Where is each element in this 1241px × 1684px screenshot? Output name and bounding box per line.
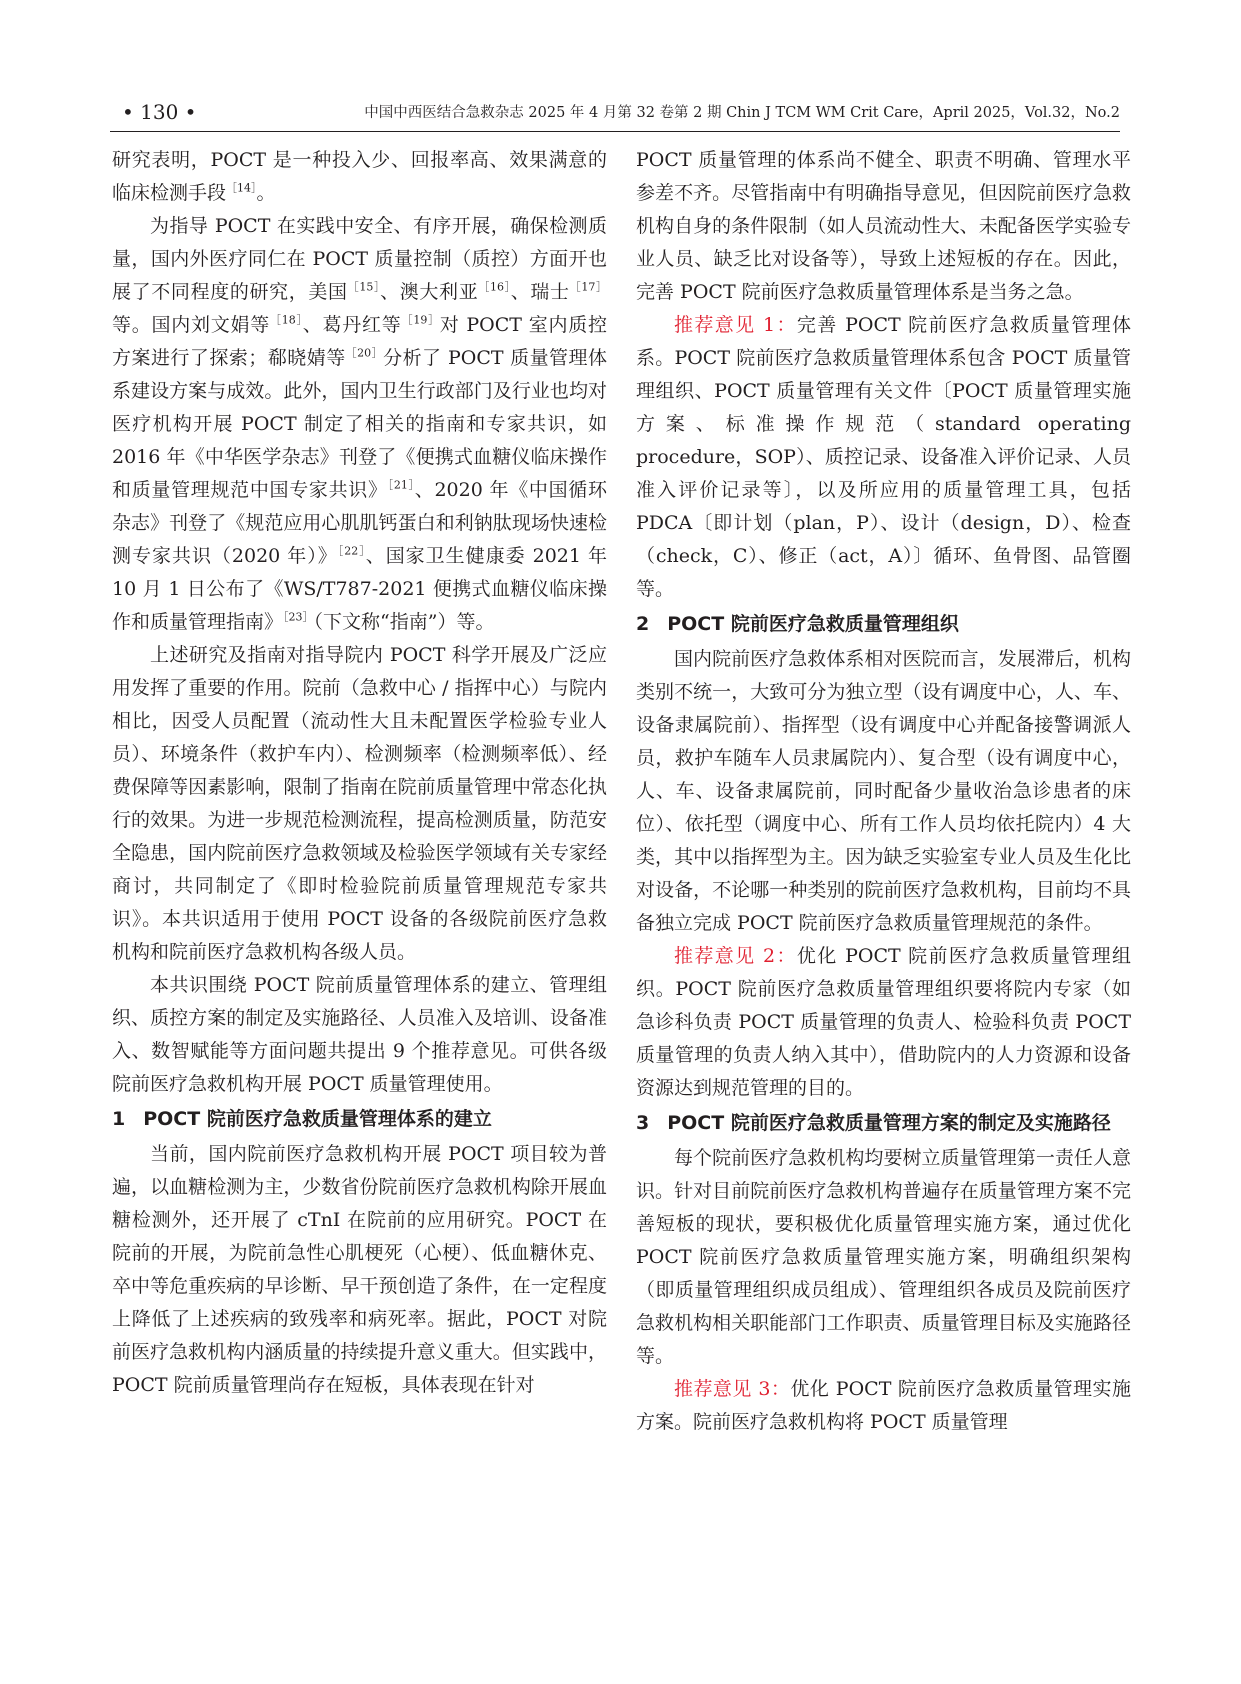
paragraph: 当前，国内院前医疗急救机构开展 POCT 项目较为普遍，以血糖检测为主，少数省份院前医疗急救机构除开展血糖检测外，还开展了 cTnI 在院前的应用研究。POCT 在院前的开展，为院前急性心肌梗死（心梗）、低血糖休克、卒中等危重疾病的早诊断、早干预创造了条件，在一定程度上降低了上述疾病的致残率和病死率。据此，POCT 对院前医疗急救机构内涵质量的持续提升意义重大。但实践中，POCT 院前质量管理尚存在短板，具体表现在针对 xyxy=(112,1143,607,1396)
reference-mark[interactable]: ［19］ xyxy=(401,313,440,327)
reference-mark[interactable]: ［16］ xyxy=(478,280,511,294)
reference-mark[interactable]: ［18］ xyxy=(270,313,303,327)
reference-mark[interactable]: ［17］ xyxy=(569,280,607,294)
journal-citation: 中国中西医结合急救杂志 2025 年 4 月第 32 卷第 2 期 Chin J TCM WM Crit Care，April 2025，Vol.32，No.2 xyxy=(364,105,1120,121)
section-number: 1 xyxy=(112,1108,126,1130)
right-column xyxy=(636,144,1131,1594)
reference-mark[interactable]: ［15］ xyxy=(347,280,381,294)
paragraph: 本共识围绕 POCT 院前质量管理体系的建立、管理组织、质控方案的制定及实施路径、人员准入及培训、设备准入、数智赋能等方面问题共提出 9 个推荐意见。可供各级院前医疗急救机构开展 POCT 质量管理使用。 xyxy=(112,974,607,1095)
paragraph: 为指导 POCT 在实践中安全、有序开展，确保检测质量，国内外医疗同仁在 POCT 质量控制（质控）方面开也展了不同程度的研究，美国$^{[15]}$、澳大利亚$^{[16]}$、瑞士$^{[17]}$等。国内刘文娟等$^{[18]}$、葛丹红等$^{[19]}$对 POCT 室内质控方案进行了探索；郗晓婧等$^{[20]}$分析了 POCT 质量管理体系建设方案与成效。此外，国内卫生行政部门及行业也均对医疗机构开展 POCT 制定了相关的指南和专家共识，如 2016 年《中华医学杂志》刊登了《便携式血糖仪临床操作和质量管理规范中国专家共识》$^{[21]}$、2020 年《中国循环杂志》刊登了《规范应用心肌肌钙蛋白和利钠肽现场快速检测专家共识（2020 年）》$^{[22]}$、国家卫生健康委 2021 年 10 月 1 日公布了《WS/T787-2021 便携式血糖仪临床操作和质量管理指南》$^{[23]}$（下文称“指南”）等。 xyxy=(112,215,607,633)
section-title: POCT 院前医疗急救质量管理组织 xyxy=(667,613,959,635)
paragraph: 国内院前医疗急救体系相对医院而言，发展滞后，机构类别不统一，大致可分为独立型（设有调度中心，人、车、设备隶属院前）、指挥型（设有调度中心并配备接警调派人员，救护车随车人员隶属院内）、复合型（设有调度中心，人、车、设备隶属院前，同时配备少量收治急诊患者的床位）、依托型（调度中心、所有工作人员均依托院内）4 大类，其中以指挥型为主。因为缺乏实验室专业人员及生化比对设备，不论哪一种类别的院前医疗急救机构，目前均不具备独立完成 POCT 院前医疗急救质量管理规范的条件。 xyxy=(636,648,1131,934)
recommendation-3: 推荐意见 3：优化 POCT 院前医疗急救质量管理实施方案。院前医疗急救机构将 POCT 质量管理 xyxy=(636,1378,1131,1433)
reference-mark[interactable]: ［14］ xyxy=(226,181,257,195)
paragraph: 每个院前医疗急救机构均要树立质量管理第一责任人意识。针对目前院前医疗急救机构普遍存在质量管理方案不完善短板的现状，要积极优化质量管理实施方案，通过优化 POCT 院前医疗急救质量管理实施方案，明确组织架构（即质量管理组织成员组成）、管理组织各成员及院前医疗急救机构相关职能部门工作职责、质量管理目标及实施路径等。 xyxy=(636,1147,1131,1367)
recommendation-label: 推荐意见 2： xyxy=(674,945,797,967)
paragraph: 上述研究及指南对指导院内 POCT 科学开展及广泛应用发挥了重要的作用。院前（急救中心 / 指挥中心）与院内相比，因受人员配置（流动性大且未配置医学检验专业人员）、环境条件（救护车内）、检测频率（检测频率低）、经费保障等因素影响，限制了指南在院前质量管理中常态化执行的效果。为进一步规范检测流程，提高检测质量，防范安全隐患，国内院前医疗急救领域及检验医学领域有关专家经商讨，共同制定了《即时检验院前质量管理规范专家共识》。本共识适用于使用 POCT 设备的各级院前医疗急救机构和院前医疗急救机构各级人员。 xyxy=(112,644,607,963)
recommendation-label: 推荐意见 1： xyxy=(674,314,797,336)
recommendation-label: 推荐意见 3： xyxy=(674,1378,791,1400)
paragraph: 研究表明，POCT 是一种投入少、回报率高、效果满意的临床检测手段$^{[14]}$。 xyxy=(112,149,607,204)
reference-mark[interactable]: ［20］ xyxy=(345,346,384,360)
section-heading-3 xyxy=(636,1107,1131,1140)
running-header xyxy=(110,100,1120,132)
reference-mark[interactable]: ［21］ xyxy=(387,478,415,492)
section-number: 2 xyxy=(636,613,650,635)
section-title: POCT 院前医疗急救质量管理方案的制定及实施路径 xyxy=(667,1112,1111,1134)
reference-mark[interactable]: ［23］ xyxy=(283,610,314,624)
reference-mark[interactable]: ［22］ xyxy=(337,544,366,558)
left-column xyxy=(112,144,607,1594)
paragraph: POCT 质量管理的体系尚不健全、职责不明确、管理水平参差不齐。尽管指南中有明确指导意见，但因院前医疗急救机构自身的条件限制（如人员流动性大、未配备医学实验专业人员、缺乏比对设备等），导致上述短板的存在。因此，完善 POCT 院前医疗急救质量管理体系是当务之急。 xyxy=(636,149,1131,303)
section-number: 3 xyxy=(636,1112,650,1134)
recommendation-1: 推荐意见 1：完善 POCT 院前医疗急救质量管理体系。POCT 院前医疗急救质量管理体系包含 POCT 质量管理组织、POCT 质量管理有关文件〔POCT 质量管理实施方案、标准操作规范（standard operating procedure，SOP）、质控记录、设备准入评价记录、人员准入评价记录等〕，以及所应用的质量管理工具，包括 PDCA〔即计划（plan，P）、设计（design，D）、检查（check，C）、修正（act，A）〕循环、鱼骨图、品管圈等。 xyxy=(636,314,1131,600)
section-heading-1 xyxy=(112,1103,607,1136)
section-title: POCT 院前医疗急救质量管理体系的建立 xyxy=(143,1108,492,1130)
section-heading-2 xyxy=(636,608,1131,641)
recommendation-2: 推荐意见 2：优化 POCT 院前医疗急救质量管理组织。POCT 院前医疗急救质量管理组织要将院内专家（如急诊科负责 POCT 质量管理的负责人、检验科负责 POCT 质量管理的负责人纳入其中），借助院内的人力资源和设备资源达到规范管理的目的。 xyxy=(636,945,1131,1099)
page-number: • 130 • xyxy=(122,100,197,124)
